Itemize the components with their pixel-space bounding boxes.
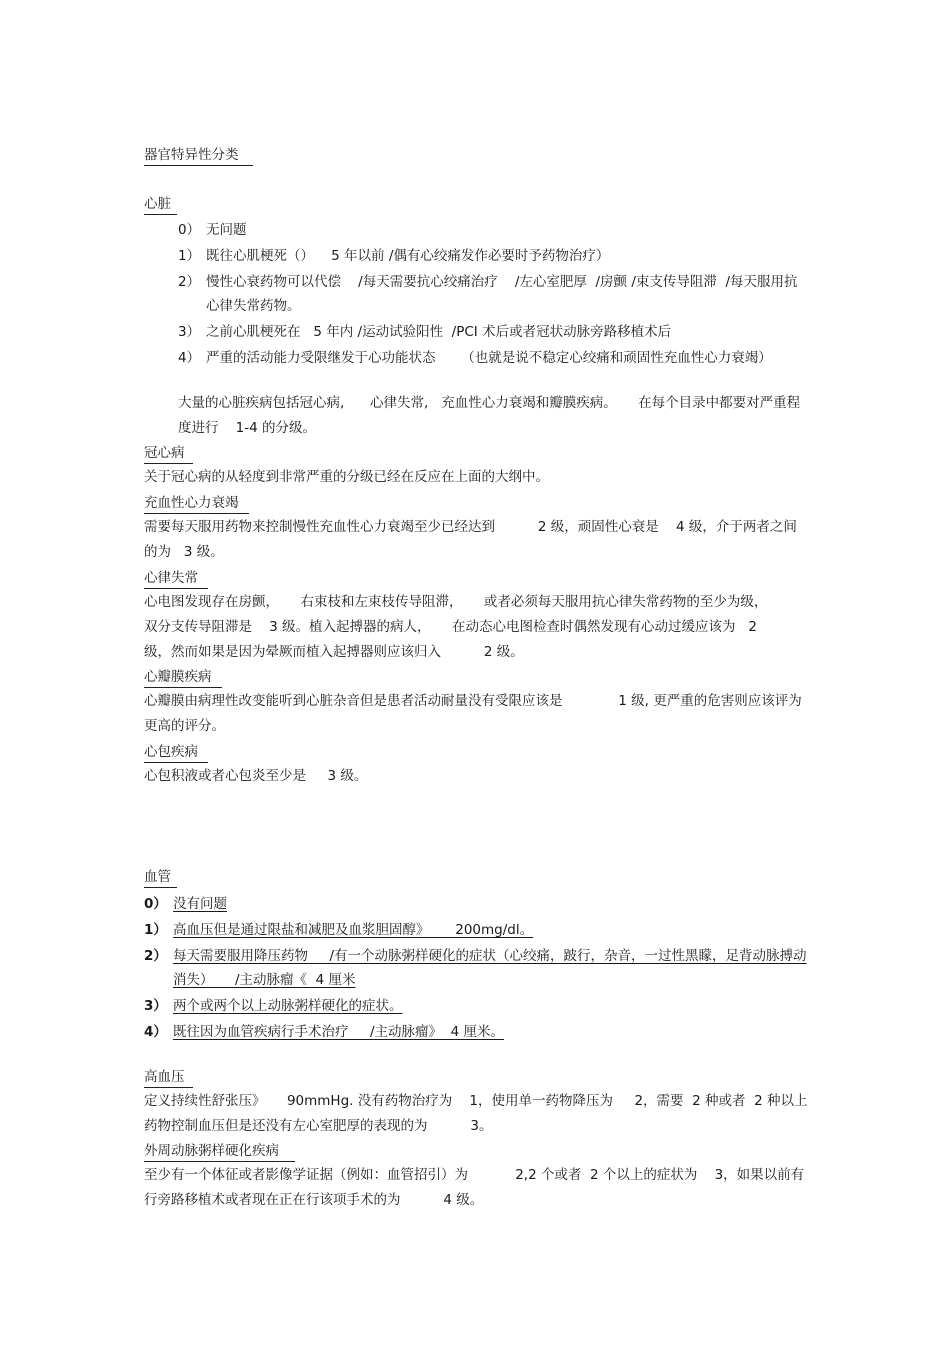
- pad-text: 至少有一个体征或者影像学证据（例如：血管招引）为 2,2 个或者 2 个以上的症状为 3，如果以前有行旁路移植术或者现在正在行该项手术的为 4 级。: [144, 1167, 805, 1208]
- doc-title-block: [144, 146, 810, 166]
- pericardial-text: 心包积液或者心包炎至少是 3 级。: [144, 768, 368, 784]
- list-item: 2） 慢性心衰药物可以代偿 /每天需要抗心绞痛治疗 /左心室肥厚 /房颤 /束支传导阻滞 /每天服用抗心律失常药物。: [178, 274, 798, 314]
- list-item: 1） 高血压但是通过限盐和减肥及血浆胆固醇》 200mg/dl。: [144, 922, 534, 938]
- chf-text: 需要每天服用药物来控制慢性充血性心力衰竭至少已经达到 2 级，顽固性心衰是 4 级，介于两者之间的为 3 级。: [144, 519, 797, 560]
- vascular-heading-block: [144, 868, 810, 888]
- pad-heading: 外周动脉粥样硬化疾病: [144, 1142, 295, 1162]
- list-item: 4） 既往因为血管疾病行手术治疗 /主动脉瘤》 4 厘米。: [144, 1024, 504, 1040]
- valve-text: 心瓣膜由病理性改变能听到心脏杂音但是患者活动耐量没有受限应该是 1 级, 更严重的危害则应该评为更高的评分。: [144, 693, 802, 734]
- htn-heading: 高血压: [144, 1068, 193, 1088]
- vascular-grade-list: [144, 892, 810, 1046]
- list-item: 1） 既往心肌梗死（） 5 年以前 /偶有心绞痛发作必要时予药物治疗）: [178, 248, 610, 264]
- doc-title: 器官特异性分类: [144, 146, 253, 166]
- list-item: 2） 每天需要服用降压药物 /有一个动脉粥样硬化的症状（心绞痛，跛行，杂音，一过性黑矇，足背动脉搏动消失） /主动脉瘤《 4 厘米: [144, 948, 807, 988]
- htn-section: [144, 1068, 810, 1139]
- cad-text: 关于冠心病的从轻度到非常严重的分级已经在反应在上面的大纲中。: [144, 469, 549, 485]
- valve-heading: 心瓣膜疾病: [144, 668, 222, 688]
- list-item: 3） 两个或两个以上动脉粥样硬化的症状。: [144, 998, 403, 1014]
- cad-section: [144, 444, 810, 490]
- pericardial-heading: 心包疾病: [144, 743, 208, 763]
- htn-text: 定义持续性舒张压》 90mmHg. 没有药物治疗为 1，使用单一药物降压为 2，需要 2 种或者 2 种以上药物控制血压但是还没有左心室肥厚的表现的为 3。: [144, 1093, 808, 1134]
- list-item: 0） 无问题: [178, 222, 247, 238]
- list-item: 0） 没有问题: [144, 896, 227, 912]
- arrhythmia-section: [144, 569, 810, 665]
- pad-section: [144, 1142, 810, 1213]
- list-item: 4） 严重的活动能力受限继发于心功能状态 （也就是说不稳定心绞痛和顽固性充血性心力衰竭）: [178, 350, 772, 366]
- list-item: 3） 之前心肌梗死在 5 年内 /运动试验阳性 /PCI 术后或者冠状动脉旁路移植术后: [178, 324, 672, 340]
- heart-grade-list: [144, 218, 810, 372]
- heart-summary: 大量的心脏疾病包括冠心病, 心律失常, 充血性心力衰竭和瓣膜疾病。 在每个目录中都要对严重程度进行 1-4 的分级。: [178, 395, 801, 436]
- valve-section: [144, 668, 810, 739]
- arrhythmia-text: 心电图发现存在房颤， 右束枝和左束枝传导阻滞， 或者必须每天服用抗心律失常药物的至少为级， 双分支传导阻滞是 3 级。植入起搏器的病人， 在动态心电图检查时偶然发现有心动过缓应该为 2 级，然而如果是因为晕厥而植入起搏器则应该归入 2 级。: [144, 594, 777, 660]
- heart-heading: 心脏: [144, 195, 177, 215]
- pericardial-section: [144, 743, 810, 789]
- chf-heading: 充血性心力衰竭: [144, 494, 249, 514]
- heart-heading-block: [144, 195, 810, 215]
- vascular-heading: 血管: [144, 868, 177, 888]
- arrhythmia-heading: 心律失常: [144, 569, 208, 589]
- cad-heading: 冠心病: [144, 444, 193, 464]
- chf-section: [144, 494, 810, 565]
